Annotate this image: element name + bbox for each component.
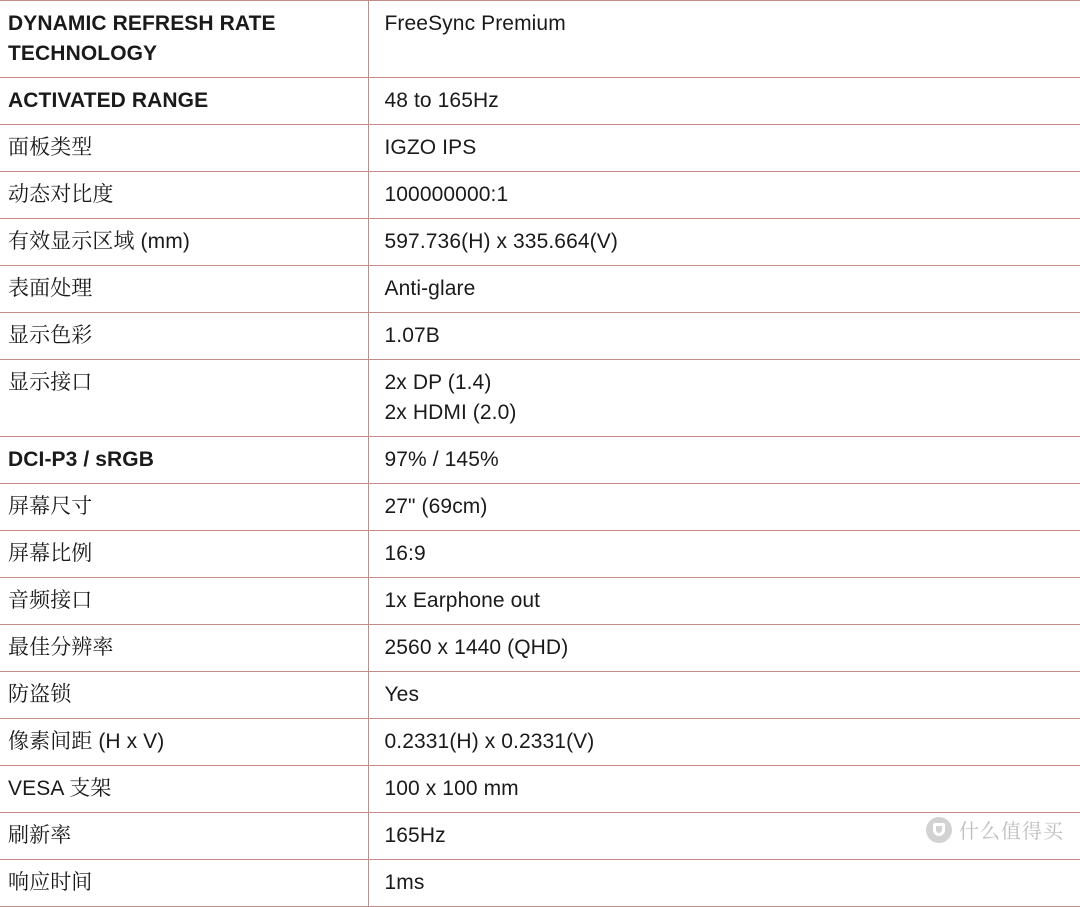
table-row bbox=[0, 860, 1080, 907]
spec-label: 表面处理 bbox=[0, 266, 368, 313]
spec-value-line: 1x Earphone out bbox=[384, 589, 541, 612]
spec-label: 响应时间 bbox=[0, 860, 368, 907]
spec-label: 显示接口 bbox=[0, 360, 368, 437]
spec-value bbox=[368, 78, 1080, 125]
spec-label: 屏幕比例 bbox=[0, 531, 368, 578]
table-row bbox=[0, 625, 1080, 672]
spec-value-line: 165Hz bbox=[384, 824, 446, 847]
spec-label: DYNAMIC REFRESH RATE TECHNOLOGY bbox=[0, 1, 368, 78]
table-row bbox=[0, 172, 1080, 219]
spec-value-line: 0.2331(H) x 0.2331(V) bbox=[384, 730, 595, 753]
spec-label: 最佳分辨率 bbox=[0, 625, 368, 672]
watermark-label: 什么值得买 bbox=[959, 821, 1064, 843]
spec-value bbox=[368, 860, 1080, 907]
spec-value-line: 97% / 145% bbox=[384, 448, 499, 471]
spec-value-line: 597.736(H) x 335.664(V) bbox=[384, 230, 618, 253]
table-row bbox=[0, 78, 1080, 125]
spec-value bbox=[368, 578, 1080, 625]
spec-value bbox=[368, 672, 1080, 719]
spec-label: DCI-P3 / sRGB bbox=[0, 437, 368, 484]
table-row bbox=[0, 531, 1080, 578]
spec-label: 动态对比度 bbox=[0, 172, 368, 219]
spec-value-line: FreeSync Premium bbox=[384, 12, 566, 35]
spec-value bbox=[368, 266, 1080, 313]
watermark bbox=[926, 815, 1064, 844]
table-row bbox=[0, 672, 1080, 719]
spec-label: 防盗锁 bbox=[0, 672, 368, 719]
table-row bbox=[0, 484, 1080, 531]
spec-value-line: Yes bbox=[384, 683, 420, 706]
spec-value bbox=[368, 484, 1080, 531]
spec-value-line: 48 to 165Hz bbox=[384, 89, 499, 112]
spec-value bbox=[368, 172, 1080, 219]
table-row bbox=[0, 719, 1080, 766]
spec-value bbox=[368, 1, 1080, 78]
spec-label: 屏幕尺寸 bbox=[0, 484, 368, 531]
spec-value-line: Anti-glare bbox=[384, 277, 476, 300]
table-row bbox=[0, 313, 1080, 360]
spec-value bbox=[368, 125, 1080, 172]
spec-value-line: 2x HDMI (2.0) bbox=[384, 401, 517, 424]
spec-label: ACTIVATED RANGE bbox=[0, 78, 368, 125]
spec-value-line: 2560 x 1440 (QHD) bbox=[384, 636, 569, 659]
spec-label: 有效显示区域 (mm) bbox=[0, 219, 368, 266]
spec-value bbox=[368, 219, 1080, 266]
spec-value bbox=[368, 625, 1080, 672]
smzdm-logo-icon bbox=[926, 817, 952, 843]
spec-value bbox=[368, 437, 1080, 484]
table-row bbox=[0, 219, 1080, 266]
table-row bbox=[0, 360, 1080, 437]
spec-value bbox=[368, 531, 1080, 578]
spec-value-line: 100 x 100 mm bbox=[384, 777, 519, 800]
table-row bbox=[0, 766, 1080, 813]
spec-value-line: 27" (69cm) bbox=[384, 495, 488, 518]
spec-label: VESA 支架 bbox=[0, 766, 368, 813]
table-row bbox=[0, 1, 1080, 78]
spec-label: 显示色彩 bbox=[0, 313, 368, 360]
table-row bbox=[0, 578, 1080, 625]
spec-value bbox=[368, 360, 1080, 437]
spec-label: 音频接口 bbox=[0, 578, 368, 625]
spec-label: 面板类型 bbox=[0, 125, 368, 172]
spec-value-line: 100000000:1 bbox=[384, 183, 509, 206]
spec-table-body bbox=[0, 1, 1080, 907]
spec-value-line: 1ms bbox=[384, 871, 425, 894]
spec-label: 刷新率 bbox=[0, 813, 368, 860]
spec-value-line: 1.07B bbox=[384, 324, 440, 347]
table-row bbox=[0, 266, 1080, 313]
table-row bbox=[0, 813, 1080, 860]
spec-label: 像素间距 (H x V) bbox=[0, 719, 368, 766]
spec-value-line: 2x DP (1.4) bbox=[384, 371, 492, 394]
spec-value-line: 16:9 bbox=[384, 542, 426, 565]
spec-value bbox=[368, 719, 1080, 766]
table-row bbox=[0, 437, 1080, 484]
spec-value-line: IGZO IPS bbox=[384, 136, 477, 159]
spec-value bbox=[368, 766, 1080, 813]
spec-value bbox=[368, 313, 1080, 360]
table-row bbox=[0, 125, 1080, 172]
